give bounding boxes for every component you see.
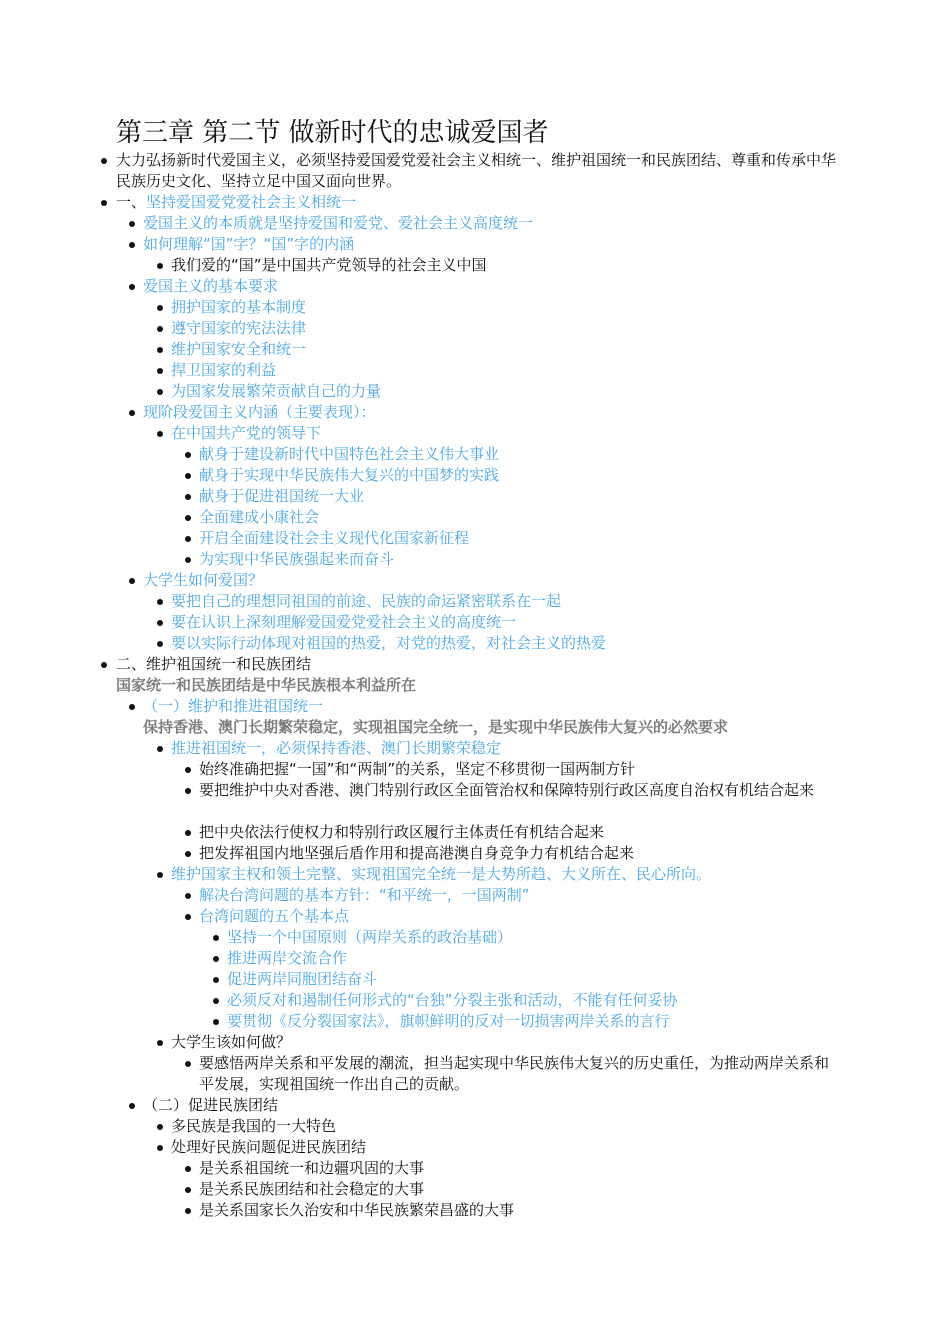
list-item: 多民族是我国的一大特色: [171, 1117, 337, 1135]
bullet-dot: [157, 641, 163, 647]
bullet-dot: [129, 242, 135, 248]
bullet-dot: [101, 662, 107, 668]
list-item-link[interactable]: 要贯彻《反分裂国家法》，旗帜鲜明的反对一切损害两岸关系的言行: [227, 1012, 670, 1030]
list-item-link[interactable]: 捍卫国家的利益: [171, 361, 277, 379]
list-item-link[interactable]: 要在认识上深刻理解爱国爱党爱社会主义的高度统一: [171, 613, 517, 631]
section-1-number: 一、: [116, 193, 147, 211]
list-item-link[interactable]: 要以实际行动体现对祖国的热爱，对党的热爱，对社会主义的热爱: [171, 634, 607, 652]
bullet-dot: [185, 1208, 191, 1214]
list-item-link[interactable]: 献身于促进祖国统一大业: [199, 487, 365, 505]
bullet-dot: [157, 263, 163, 269]
list-item-link[interactable]: 拥护国家的基本制度: [171, 298, 307, 316]
bullet-dot: [101, 200, 107, 206]
bullet-dot: [185, 767, 191, 773]
list-item: 始终准确把握“一国”和“两制”的关系，坚定不移贯彻一国两制方针: [199, 760, 636, 778]
page-title: 第三章 第二节 做新时代的忠诚爱国者: [116, 118, 549, 148]
bullet-dot: [101, 158, 107, 164]
list-item-link[interactable]: 全面建成小康社会: [199, 508, 320, 526]
bullet-dot: [157, 746, 163, 752]
bullet-dot: [129, 578, 135, 584]
bullet-dot: [157, 305, 163, 311]
intro-text: 大力弘扬新时代爱国主义，必须坚持爱国爱党爱社会主义相统一、维护祖国统一和民族团结、尊重和传承中华民族历史文化、坚持立足中国又面向世界。: [116, 151, 837, 190]
list-item-link[interactable]: 爱国主义的本质就是坚持爱国和爱党、爱社会主义高度统一: [143, 214, 534, 232]
bullet-dot: [157, 599, 163, 605]
bullet-dot: [129, 284, 135, 290]
bullet-dot: [157, 1040, 163, 1046]
list-item-link[interactable]: 开启全面建设社会主义现代化国家新征程: [199, 529, 470, 547]
bullet-dot: [157, 368, 163, 374]
bullet-dot: [185, 830, 191, 836]
list-item: 处理好民族问题促进民族团结: [171, 1138, 367, 1156]
list-item: 是关系民族团结和社会稳定的大事: [199, 1180, 425, 1198]
bullet-dot: [157, 431, 163, 437]
bullet-dot: [185, 473, 191, 479]
bullet-dot: [185, 1166, 191, 1172]
list-item-link[interactable]: 为实现中华民族强起来而奋斗: [199, 550, 395, 568]
bullet-dot: [185, 914, 191, 920]
bullet-dot: [185, 515, 191, 521]
subsection-2-heading: （二）促进民族团结: [143, 1096, 279, 1114]
bullet-dot: [185, 1187, 191, 1193]
list-item: 要感悟两岸关系和平发展的潮流，担当起实现中华民族伟大复兴的历史重任，为推动两岸关系和平发展，实现祖国统一作出自己的贡献。: [199, 1054, 830, 1093]
list-item-link[interactable]: 维护国家安全和统一: [171, 340, 307, 358]
subsection-1-note: 保持香港、澳门长期繁荣稳定，实现祖国完全统一，是实现中华民族伟大复兴的必然要求: [143, 718, 729, 736]
bullet-dot: [129, 410, 135, 416]
list-item: 是关系国家长久治安和中华民族繁荣昌盛的大事: [199, 1201, 515, 1219]
bullet-dot: [157, 620, 163, 626]
bullet-dot: [185, 851, 191, 857]
bullet-dot: [157, 1124, 163, 1130]
bullet-dot: [157, 872, 163, 878]
bullet-dot: [185, 494, 191, 500]
bullet-dot: [185, 893, 191, 899]
section-2-heading: 二、维护祖国统一和民族团结: [116, 655, 312, 673]
bullet-dot: [213, 935, 219, 941]
bullet-dot: [185, 536, 191, 542]
bullet-dot: [213, 956, 219, 962]
list-item: 是关系祖国统一和边疆巩固的大事: [199, 1159, 425, 1177]
bullet-dot: [185, 452, 191, 458]
list-item-link[interactable]: 现阶段爱国主义内涵（主要表现）：: [143, 403, 376, 421]
list-item: 要把维护中央对香港、澳门特别行政区全面管治权和保障特别行政区高度自治权有机结合起来: [199, 781, 815, 799]
list-item-link[interactable]: 如何理解“国”字？“国”字的内涵: [143, 235, 355, 253]
list-item-link[interactable]: 促进两岸同胞团结奋斗: [227, 970, 378, 988]
list-item-link[interactable]: 推进祖国统一，必须保持香港、澳门长期繁荣稳定: [171, 739, 502, 757]
list-item: 大学生该如何做？: [171, 1033, 292, 1051]
bullet-dot: [185, 1061, 191, 1067]
bullet-dot: [129, 704, 135, 710]
list-item-link[interactable]: 在中国共产党的领导下: [171, 424, 322, 442]
list-item: 把中央依法行使权力和特别行政区履行主体责任有机结合起来: [199, 823, 605, 841]
bullet-dot: [185, 557, 191, 563]
list-item-link[interactable]: 台湾问题的五个基本点: [199, 907, 350, 925]
bullet-dot: [213, 977, 219, 983]
list-item-link[interactable]: 必须反对和遏制任何形式的“台独”分裂主张和活动，不能有任何妥协: [227, 991, 678, 1009]
bullet-dot: [213, 1019, 219, 1025]
list-item-link[interactable]: 解决台湾问题的基本方针：“和平统一，一国两制”: [199, 886, 530, 904]
list-item: 我们爱的“国”是中国共产党领导的社会主义中国: [171, 256, 487, 274]
list-item-link[interactable]: 维护国家主权和领土完整、实现祖国完全统一是大势所趋、大义所在、民心所向。: [171, 865, 712, 883]
list-item: 把发挥祖国内地坚强后盾作用和提高港澳自身竞争力有机结合起来: [199, 844, 635, 862]
section-1-heading: [116, 192, 356, 213]
bullet-dot: [213, 998, 219, 1004]
list-item-link[interactable]: 大学生如何爱国？: [143, 571, 264, 589]
list-item-link[interactable]: 献身于建设新时代中国特色社会主义伟大事业: [199, 445, 500, 463]
list-item-link[interactable]: 为国家发展繁荣贡献自己的力量: [171, 382, 382, 400]
list-item-link[interactable]: 遵守国家的宪法法律: [171, 319, 307, 337]
bullet-dot: [157, 1145, 163, 1151]
section-2-note: 国家统一和民族团结是中华民族根本利益所在: [116, 676, 417, 694]
subsection-1-link[interactable]: （一）维护和推进祖国统一: [143, 697, 324, 715]
list-item-link[interactable]: 爱国主义的基本要求: [143, 277, 279, 295]
list-item-link[interactable]: 推进两岸交流合作: [227, 949, 348, 967]
bullet-dot: [157, 347, 163, 353]
bullet-dot: [157, 326, 163, 332]
bullet-dot: [129, 1103, 135, 1109]
section-1-link[interactable]: 坚持爱国爱党爱社会主义相统一: [146, 193, 357, 211]
list-item-link[interactable]: 献身于实现中华民族伟大复兴的中国梦的实践: [199, 466, 500, 484]
list-item-link[interactable]: 坚持一个中国原则（两岸关系的政治基础）: [227, 928, 513, 946]
bullet-dot: [185, 788, 191, 794]
bullet-dot: [157, 389, 163, 395]
list-item-link[interactable]: 要把自己的理想同祖国的前途、民族的命运紧密联系在一起: [171, 592, 562, 610]
bullet-dot: [129, 221, 135, 227]
